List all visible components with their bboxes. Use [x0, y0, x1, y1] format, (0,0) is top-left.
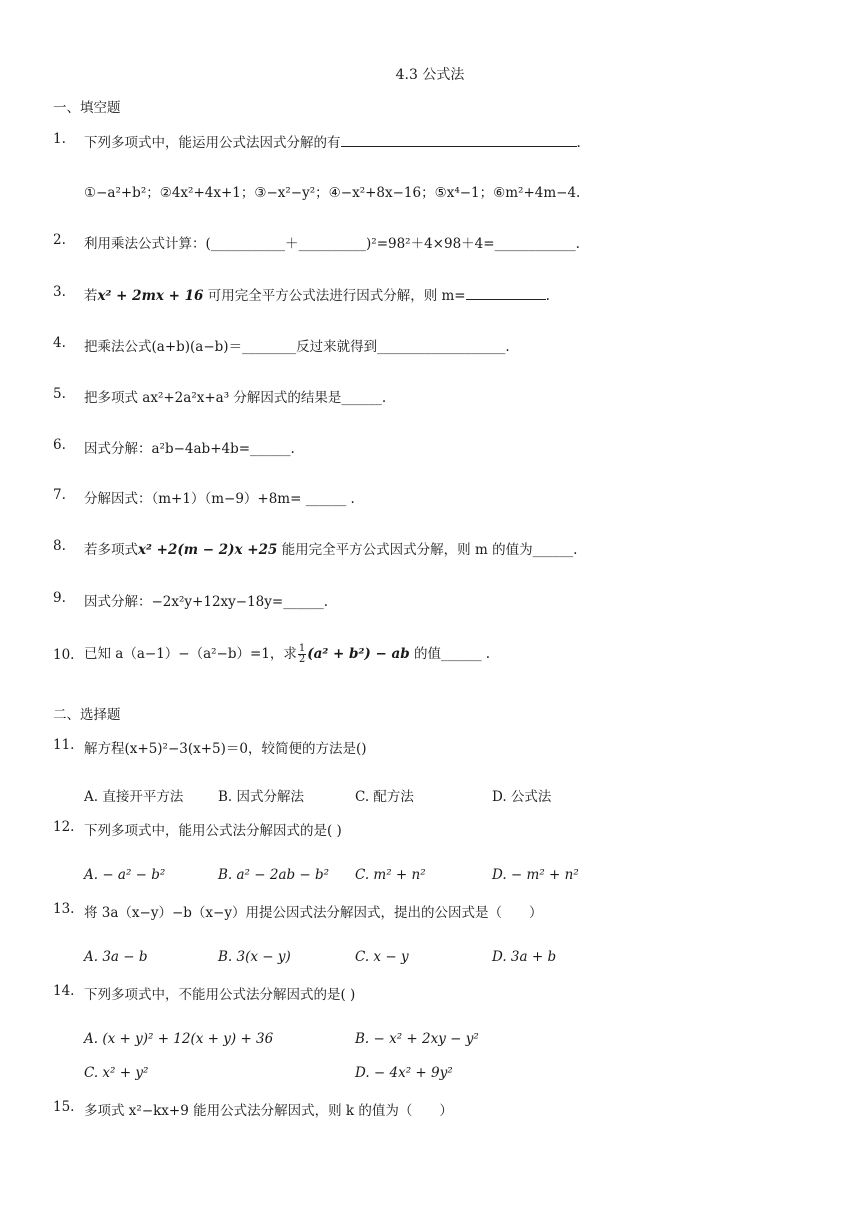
math-expression: (a² + b²) − ab [307, 646, 410, 662]
option-b: B. a² − 2ab − b² [218, 867, 330, 883]
math-expression: x² + 2mx + 16 [97, 288, 204, 304]
question-13-text: 将 3a（x−y）−b（x−y）用提公因式法分解因式，提出的公因式是（ ） [84, 905, 543, 921]
question-10: 已知 a（a−1）−（a²−b）=1，求 $\frac{1}{2}$ (a² + b²) − ab 的值______ . [84, 643, 491, 665]
question-9-number: 9. [53, 590, 66, 606]
answer-blank [341, 132, 577, 147]
question-3-number: 3. [53, 284, 66, 300]
question-11-text: 解方程(x+5)²−3(x+5)＝0，较简便的方法是() [84, 741, 367, 757]
question-1: 下列多项式中，能运用公式法因式分解的有 . [84, 131, 581, 151]
question-4-number: 4. [53, 335, 66, 351]
question-7-number: 7. [53, 487, 66, 503]
section-fill-in: 一、填空题 [53, 100, 121, 116]
question-14-text: 下列多项式中，不能用公式法分解因式的是( ) [84, 987, 356, 1003]
option-c: C. x² + y² [84, 1065, 149, 1081]
option-c: C. m² + n² [355, 867, 426, 883]
question-12-text: 下列多项式中，能用公式法分解因式的是( ) [84, 823, 342, 839]
question-6-number: 6. [53, 437, 66, 453]
question-4-text: 把乘法公式(a+b)(a−b)＝________反过来就得到___________________. [84, 339, 510, 355]
question-15-text: 多项式 x²−kx+9 能用公式法分解因式，则 k 的值为（ ） [84, 1103, 453, 1119]
option-b: B. − x² + 2xy − y² [355, 1031, 479, 1047]
question-5-text: 把多项式 ax²+2a²x+a³ 分解因式的结果是______. [84, 390, 387, 406]
question-13-number: 13. [53, 901, 75, 917]
option-d: D. 公式法 [492, 789, 552, 805]
question-2-text: 利用乘法公式计算：(___________＋__________)²=98²＋4×98＋4=____________. [84, 236, 580, 252]
option-d: D. − 4x² + 9y² [355, 1065, 453, 1081]
option-d: D. − m² + n² [492, 867, 579, 883]
option-c: C. x − y [355, 949, 409, 965]
math-expression: x² +2(m − 2)x +25 [138, 542, 278, 558]
question-1-number: 1. [53, 131, 66, 147]
option-b: B. 因式分解法 [218, 789, 305, 805]
question-3: 若x² + 2mx + 16 可用完全平方公式法进行因式分解，则 m= . [84, 284, 550, 304]
fraction-one-half: $\frac{1}{2}$ [298, 643, 306, 665]
question-11-number: 11. [53, 737, 75, 753]
question-14-number: 14. [53, 983, 75, 999]
option-d: D. 3a + b [492, 949, 557, 965]
question-9-text: 因式分解：−2x²y+12xy−18y=______. [84, 594, 329, 610]
section-multiple-choice: 二、选择题 [53, 707, 121, 723]
question-12-number: 12. [53, 819, 75, 835]
question-15-number: 15. [53, 1099, 75, 1115]
question-2-number: 2. [53, 232, 66, 248]
option-a: A. − a² − b² [84, 867, 166, 883]
question-6-text: 因式分解：a²b−4ab+4b=______. [84, 441, 295, 457]
question-1-text: 下列多项式中，能运用公式法因式分解的有 [84, 135, 341, 151]
question-1-items: ①−a²+b²；②4x²+4x+1；③−x²−y²；④−x²+8x−16；⑤x⁴−1；⑥m²+4m−4. [84, 185, 581, 201]
question-5-number: 5. [53, 386, 66, 402]
option-c: C. 配方法 [355, 789, 414, 805]
page-title: 4.3 公式法 [395, 67, 465, 83]
question-8: 若多项式x² +2(m − 2)x +25 能用完全平方公式因式分解，则 m 的值为______. [84, 542, 578, 558]
question-7-text: 分解因式：（m+1）（m−9）+8m= ______ . [84, 491, 355, 507]
option-b: B. 3(x − y) [218, 949, 291, 965]
question-8-number: 8. [53, 538, 66, 554]
option-a: A. (x + y)² + 12(x + y) + 36 [84, 1031, 274, 1047]
option-a: A. 直接开平方法 [84, 789, 184, 805]
answer-blank [466, 285, 546, 300]
option-a: A. 3a − b [84, 949, 148, 965]
question-10-number: 10. [53, 647, 75, 663]
